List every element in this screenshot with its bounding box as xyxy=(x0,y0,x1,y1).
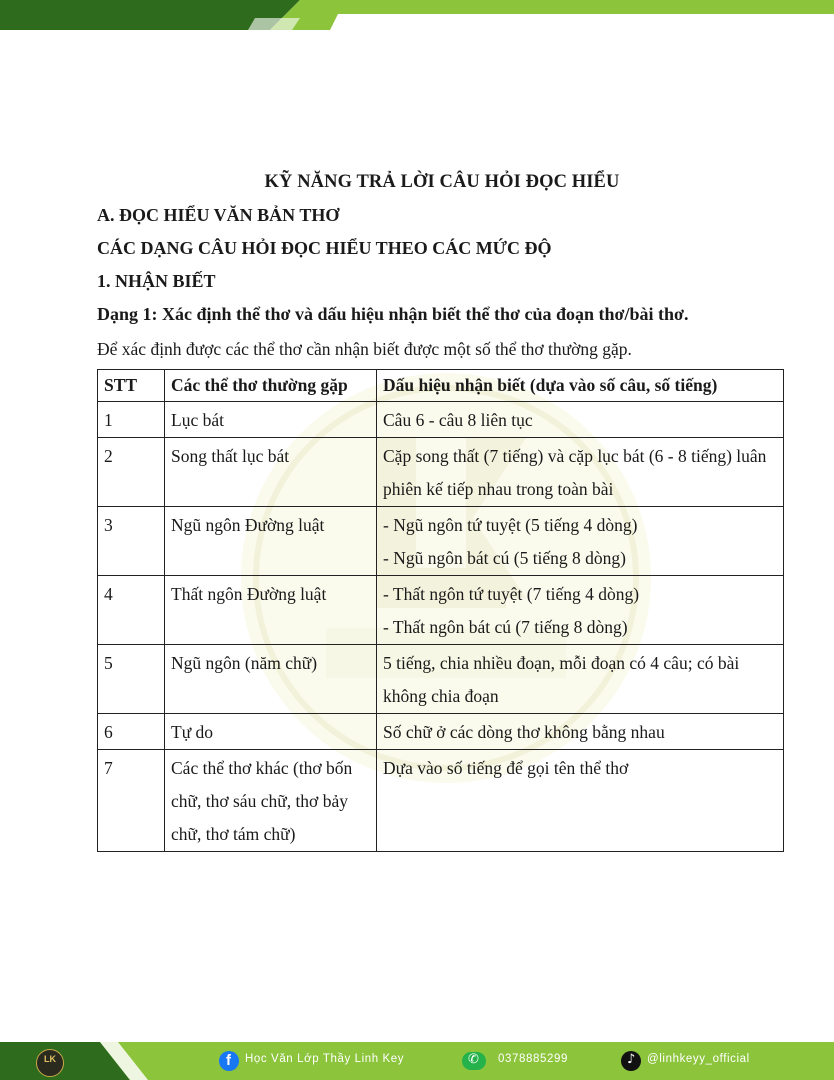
cell-stt: 5 xyxy=(98,645,165,714)
brand-logo xyxy=(36,1049,64,1077)
table-row xyxy=(98,438,784,507)
poetry-forms-table xyxy=(97,369,784,852)
cell-sign xyxy=(377,645,784,714)
column-header-sign: Dấu hiệu nhận biết (dựa vào số câu, số tiếng) xyxy=(377,370,784,402)
phone-number[interactable]: 0378885299 xyxy=(498,1053,568,1065)
sign-line: - Ngũ ngôn bát cú (5 tiếng 8 dòng) xyxy=(383,548,627,568)
logo-lettering: LK xyxy=(44,1054,56,1064)
cell-stt: 6 xyxy=(98,714,165,750)
cell-sign xyxy=(377,438,784,507)
cell-form: Ngũ ngôn Đường luật xyxy=(165,507,377,576)
cell-sign xyxy=(377,576,784,645)
cell-stt: 4 xyxy=(98,576,165,645)
cell-stt: 2 xyxy=(98,438,165,507)
cell-sign xyxy=(377,714,784,750)
table-row xyxy=(98,750,784,852)
section-heading: A. ĐỌC HIỂU VĂN BẢN THƠ xyxy=(97,205,340,225)
table-row xyxy=(98,576,784,645)
cell-form: Song thất lục bát xyxy=(165,438,377,507)
sign-line: - Ngũ ngôn tứ tuyệt (5 tiếng 4 dòng) xyxy=(383,515,638,535)
table-row xyxy=(98,714,784,750)
table-row xyxy=(98,507,784,576)
cell-stt: 1 xyxy=(98,402,165,438)
tiktok-icon[interactable]: ♪ xyxy=(621,1051,641,1071)
subsection-heading: CÁC DẠNG CÂU HỎI ĐỌC HIỂU THEO CÁC MỨC ĐỘ xyxy=(97,238,552,258)
page-footer xyxy=(0,1042,834,1080)
top-decorative-band xyxy=(0,0,834,30)
facebook-icon[interactable]: f xyxy=(219,1051,239,1071)
column-header-form: Các thể thơ thường gặp xyxy=(165,370,377,402)
sign-line: Cặp song thất (7 tiếng) và cặp lục bát (6 - 8 tiếng) luân phiên kế tiếp nhau trong toàn bài xyxy=(383,446,767,499)
column-header-stt: STT xyxy=(98,370,165,402)
table-header-row xyxy=(98,370,784,402)
cell-form: Thất ngôn Đường luật xyxy=(165,576,377,645)
tiktok-handle-link[interactable]: @linhkeyy_official xyxy=(647,1053,750,1065)
cell-sign xyxy=(377,402,784,438)
level-heading: 1. NHẬN BIẾT xyxy=(97,271,216,291)
sign-line: Số chữ ở các dòng thơ không bằng nhau xyxy=(383,722,665,742)
facebook-page-link[interactable]: Học Văn Lớp Thầy Linh Key xyxy=(245,1053,405,1065)
table-row xyxy=(98,645,784,714)
cell-sign xyxy=(377,750,784,852)
sign-line: - Thất ngôn tứ tuyệt (7 tiếng 4 dòng) xyxy=(383,584,640,604)
cell-form: Các thể thơ khác (thơ bốn chữ, thơ sáu chữ, thơ bảy chữ, thơ tám chữ) xyxy=(165,750,377,852)
cell-form: Ngũ ngôn (năm chữ) xyxy=(165,645,377,714)
cell-form: Tự do xyxy=(165,714,377,750)
cell-sign xyxy=(377,507,784,576)
cell-stt: 3 xyxy=(98,507,165,576)
table-row xyxy=(98,402,784,438)
sign-line: - Thất ngôn bát cú (7 tiếng 8 dòng) xyxy=(383,617,628,637)
sign-line: Câu 6 - câu 8 liên tục xyxy=(383,410,533,430)
sign-line: 5 tiếng, chia nhiều đoạn, mỗi đoạn có 4 câu; có bài không chia đoạn xyxy=(383,653,740,706)
document-title: KỸ NĂNG TRẢ LỜI CÂU HỎI ĐỌC HIỂU xyxy=(264,172,620,192)
question-type-heading: Dạng 1: Xác định thể thơ và dấu hiệu nhận biết thể thơ của đoạn thơ/bài thơ. xyxy=(97,304,689,324)
sign-line: Dựa vào số tiếng để gọi tên thể thơ xyxy=(383,758,629,778)
phone-icon: ✆ xyxy=(462,1052,486,1070)
intro-paragraph: Để xác định được các thể thơ cần nhận biết được một số thể thơ thường gặp. xyxy=(97,339,632,359)
cell-stt: 7 xyxy=(98,750,165,852)
cell-form: Lục bát xyxy=(165,402,377,438)
